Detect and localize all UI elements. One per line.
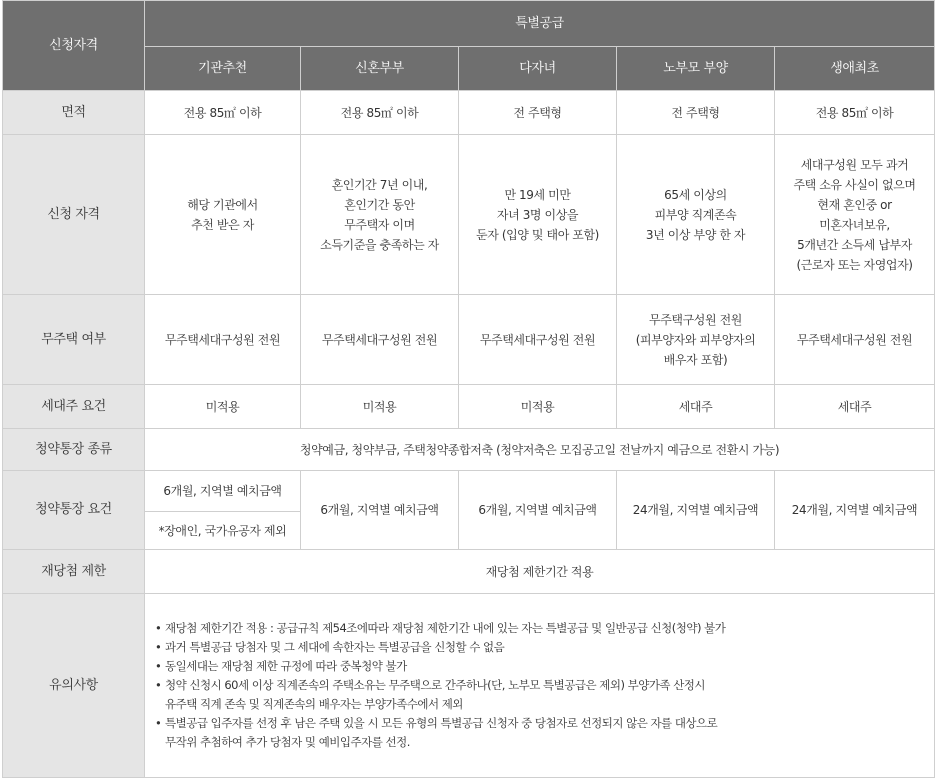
qualification-line: 주택 소유 사실이 없으며 — [793, 177, 916, 192]
qualification-line: 세대구성원 모두 과거 — [800, 157, 909, 172]
qualification-line: 추천 받은 자 — [191, 217, 254, 232]
homeless-cell — [459, 295, 617, 385]
row-label-account-type: 청약통장 종류 — [3, 429, 145, 471]
row-label-householder: 세대주 요건 — [3, 385, 145, 429]
qualification-line: 현재 혼인중 or — [817, 197, 892, 212]
note-line: 재당첨 제한기간 적용 : 공급규칙 제54조에따라 재당첨 제한기간 내에 있는 자는 특별공급 및 일반공급 신청(청약) 불가 — [165, 621, 726, 635]
homeless-line: 무주택세대구성원 전원 — [164, 332, 281, 347]
homeless-line: (피부양자와 피부양자의 — [635, 332, 756, 347]
qualification-cell — [775, 135, 935, 295]
row-label-notes: 유의사항 — [3, 594, 145, 778]
note-line: 무작위 추첨하여 추가 당첨자 및 예비입주자를 선정. — [165, 735, 410, 749]
qualification-cell — [145, 135, 301, 295]
qualification-line: (근로자 또는 자영업자) — [796, 257, 913, 272]
qualification-line: 해당 기관에서 — [187, 197, 258, 212]
account-req-cell: 6개월, 지역별 예치금액 — [301, 471, 459, 550]
area-cell: 전 주택형 — [459, 91, 617, 135]
note-line: 유주택 직계 존속 및 직계존속의 배우자는 부양가족수에서 제외 — [165, 697, 463, 711]
account-req-cell: 6개월, 지역별 예치금액 — [145, 471, 301, 512]
homeless-line: 무주택세대구성원 전원 — [796, 332, 913, 347]
row-label-rewin: 재당첨 제한 — [3, 550, 145, 594]
area-cell: 전용 85㎡ 이하 — [145, 91, 301, 135]
account-type-cell: 청약예금, 청약부금, 주택청약종합저축 (청약저축은 모집공고일 전날까지 예금으로 전환시 가능) — [145, 429, 935, 471]
header-category: 기관추천 — [145, 47, 301, 91]
bullet-icon: • — [155, 640, 162, 654]
homeless-cell — [617, 295, 775, 385]
note-line: 청약 신청시 60세 이상 직계존속의 주택소유는 무주택으로 간주하나(단, 노부모 특별공급은 제외) 부양가족 산정시 — [165, 678, 706, 692]
qualification-cell — [301, 135, 459, 295]
qualification-cell — [459, 135, 617, 295]
note-line: 특별공급 입주자를 선정 후 남은 주택 있을 시 모든 유형의 특별공급 신청자 중 당첨자로 선정되지 않은 자를 대상으로 — [165, 716, 718, 730]
account-req-cell: 6개월, 지역별 예치금액 — [459, 471, 617, 550]
header-special-supply: 특별공급 — [145, 1, 935, 47]
qualification-line: 자녀 3명 이상을 — [496, 207, 579, 222]
qualification-cell — [617, 135, 775, 295]
qualification-line: 소득기준을 충족하는 자 — [320, 237, 439, 252]
qualification-line: 피부양 직계존속 — [654, 207, 737, 222]
header-category: 다자녀 — [459, 47, 617, 91]
area-cell: 전 주택형 — [617, 91, 775, 135]
area-cell: 전용 85㎡ 이하 — [301, 91, 459, 135]
qualification-line: 혼인기간 7년 이내, — [331, 177, 428, 192]
qualification-line: 만 19세 미만 — [504, 187, 571, 202]
householder-cell: 세대주 — [775, 385, 935, 429]
note-line: 과거 특별공급 당첨자 및 그 세대에 속한자는 특별공급을 신청할 수 없음 — [165, 640, 505, 654]
homeless-cell — [301, 295, 459, 385]
note-item — [155, 619, 932, 638]
note-line: 동일세대는 재당첨 제한 규정에 따라 중복청약 불가 — [165, 659, 407, 673]
qualification-line: 65세 이상의 — [664, 187, 727, 202]
account-req-cell: 24개월, 지역별 예치금액 — [617, 471, 775, 550]
qualification-line: 5개년간 소득세 납부자 — [797, 237, 912, 252]
notes-list — [155, 619, 932, 752]
homeless-line: 무주택세대구성원 전원 — [479, 332, 596, 347]
area-cell: 전용 85㎡ 이하 — [775, 91, 935, 135]
bullet-icon: • — [155, 678, 162, 692]
qualification-line: 무주택자 이며 — [344, 217, 415, 232]
householder-cell: 미적용 — [301, 385, 459, 429]
notes-cell — [145, 594, 935, 778]
header-category: 노부모 부양 — [617, 47, 775, 91]
householder-cell: 세대주 — [617, 385, 775, 429]
row-label-homeless: 무주택 여부 — [3, 295, 145, 385]
qualification-line: 둔자 (입양 및 태아 포함) — [476, 227, 599, 242]
bullet-icon: • — [155, 659, 162, 673]
account-req-cell: 24개월, 지역별 예치금액 — [775, 471, 935, 550]
homeless-cell — [145, 295, 301, 385]
special-supply-table — [2, 0, 935, 778]
homeless-line: 무주택구성원 전원 — [649, 312, 742, 327]
note-item — [155, 676, 932, 714]
header-category: 신혼부부 — [301, 47, 459, 91]
homeless-cell — [775, 295, 935, 385]
qualification-line: 3년 이상 부양 한 자 — [645, 227, 746, 242]
note-item — [155, 657, 932, 676]
householder-cell: 미적용 — [145, 385, 301, 429]
homeless-line: 무주택세대구성원 전원 — [321, 332, 438, 347]
header-eligibility: 신청자격 — [3, 1, 145, 91]
householder-cell: 미적용 — [459, 385, 617, 429]
bullet-icon: • — [155, 621, 162, 635]
qualification-line: 미혼자녀보유, — [819, 217, 890, 232]
note-item — [155, 638, 932, 657]
rewin-cell: 재당첨 제한기간 적용 — [145, 550, 935, 594]
header-category: 생애최초 — [775, 47, 935, 91]
row-label-area: 면적 — [3, 91, 145, 135]
row-label-qualification: 신청 자격 — [3, 135, 145, 295]
account-req-exception: *장애인, 국가유공자 제외 — [145, 512, 301, 550]
qualification-line: 혼인기간 동안 — [344, 197, 415, 212]
bullet-icon: • — [155, 716, 162, 730]
row-label-account-req: 청약통장 요건 — [3, 471, 145, 550]
homeless-line: 배우자 포함) — [663, 352, 728, 367]
note-item — [155, 714, 932, 752]
